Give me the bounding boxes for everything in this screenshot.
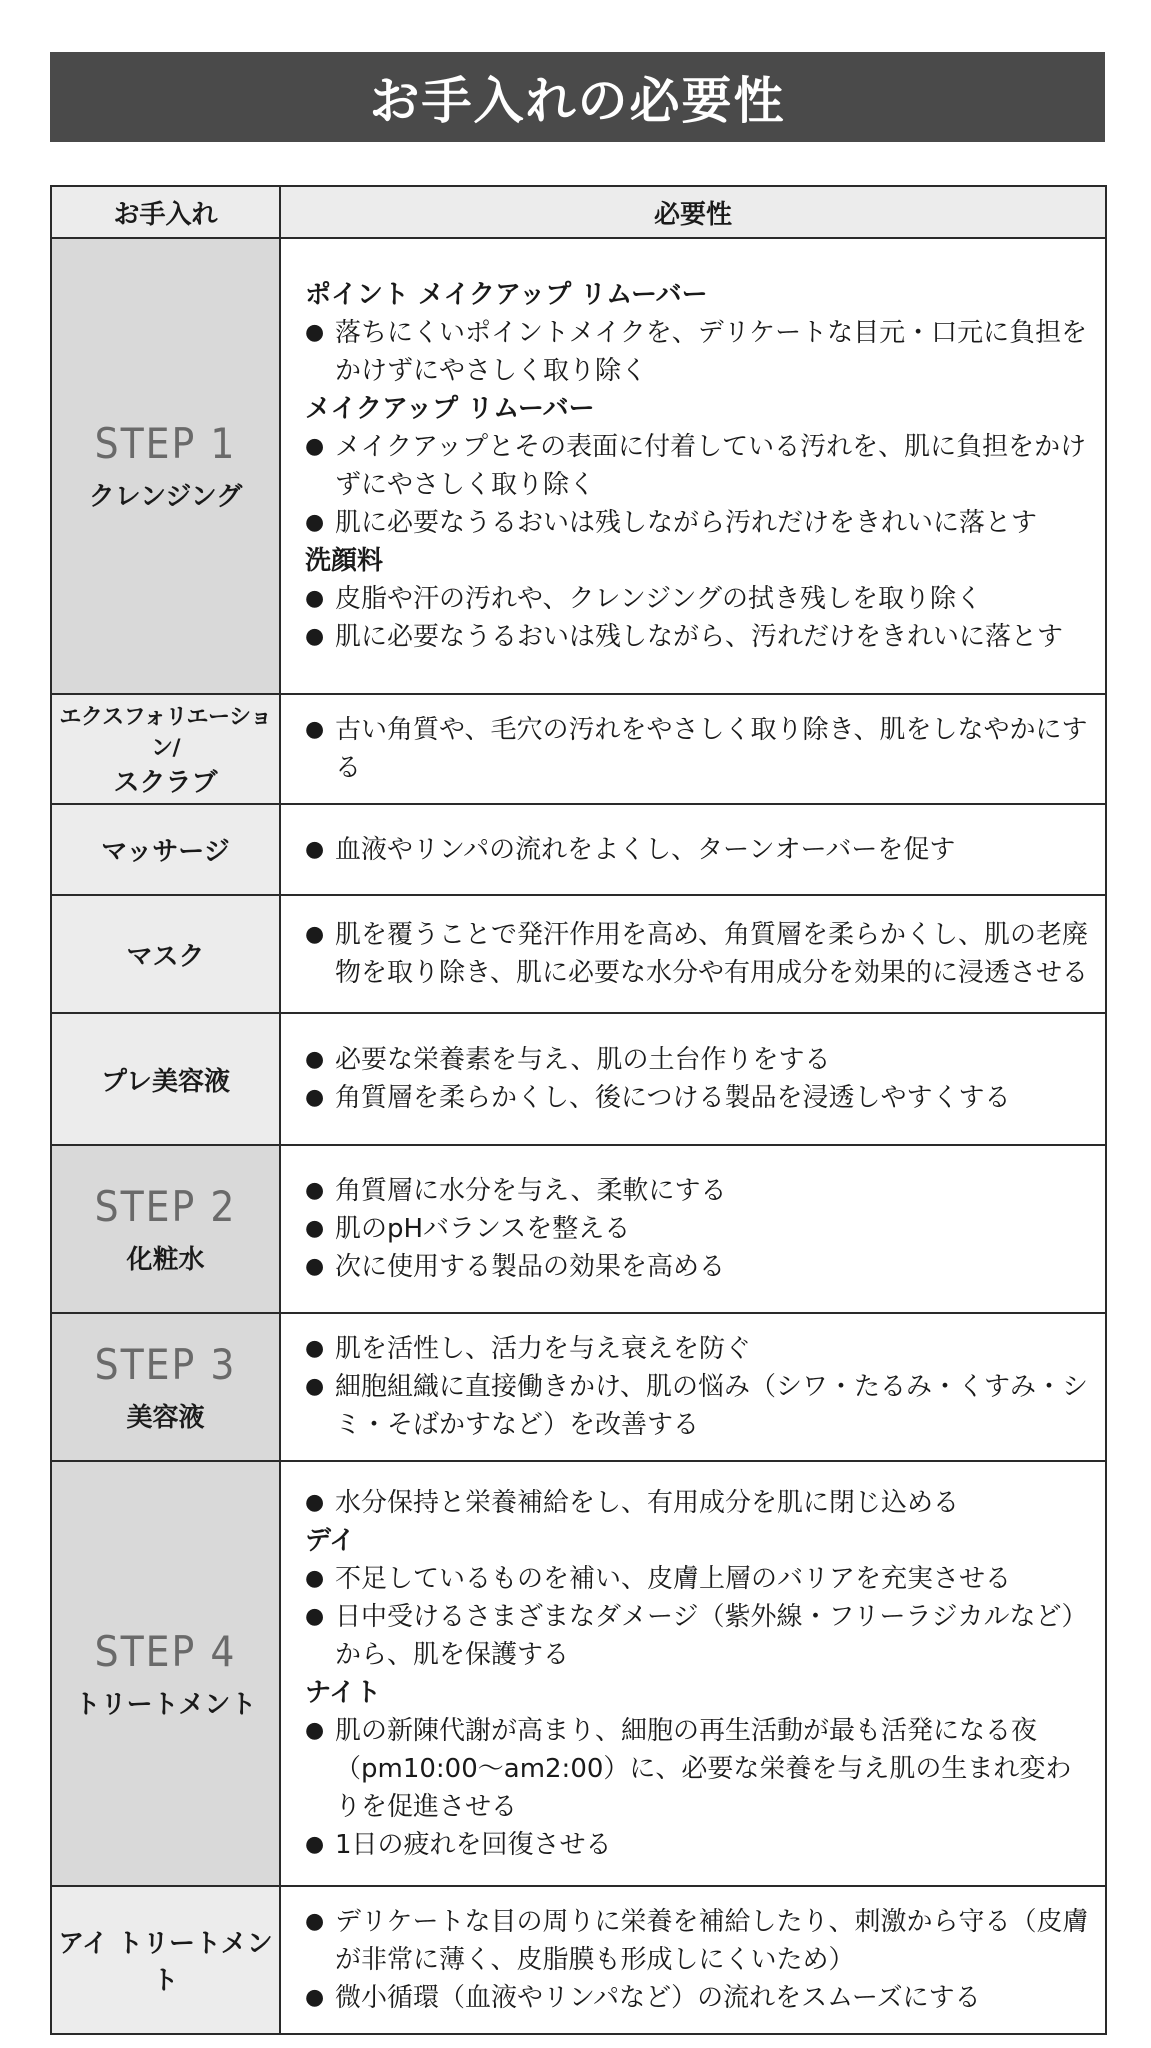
bullet-icon: ● xyxy=(305,1831,325,1857)
row-label-mask: マスク xyxy=(51,895,280,1013)
step-number: STEP 1 xyxy=(94,419,237,468)
page-title: お手入れの必要性 xyxy=(50,52,1105,142)
bullet-icon: ● xyxy=(305,1254,325,1279)
bullet-icon: ● xyxy=(305,434,325,459)
row-content-exfoliation xyxy=(280,694,1106,804)
step-name-line2: スクラブ xyxy=(113,767,218,798)
row-content-eye xyxy=(280,1886,1106,2034)
bullet-icon: ● xyxy=(305,1489,325,1515)
list-item: ● 次に使用する製品の効果を高める xyxy=(305,1248,1091,1286)
header-necessity: 必要性 xyxy=(280,186,1106,238)
list-item: ● 皮脂や汗の汚れや、クレンジングの拭き残しを取り除く xyxy=(305,580,1091,618)
bullet-icon: ● xyxy=(305,320,325,345)
bullet-icon: ● xyxy=(305,922,325,947)
list-item: ● デリケートな目の周りに栄養を補給したり、刺激から守る（皮膚が非常に薄く、皮脂膜も形成しにくいため） xyxy=(305,1903,1091,1979)
row-label-step2 xyxy=(51,1145,280,1313)
row-label-step3 xyxy=(51,1313,280,1461)
row-content-step4 xyxy=(280,1461,1106,1886)
table-row xyxy=(51,895,1106,1013)
list-item: ● 1日の疲れを回復させる xyxy=(305,1826,1091,1864)
list-item: ● 血液やリンパの流れをよくし、ターンオーバーを促す xyxy=(305,831,1091,869)
bullet-icon: ● xyxy=(305,1717,325,1743)
list-item: ● メイクアップとその表面に付着している汚れを、肌に負担をかけずにやさしく取り除く xyxy=(305,428,1091,504)
bullet-icon: ● xyxy=(305,586,325,611)
subheading: メイクアップ リムーバー xyxy=(305,394,595,424)
bullet-icon: ● xyxy=(305,624,325,649)
list-item: ● 不足しているものを補い、皮膚上層のバリアを充実させる xyxy=(305,1560,1091,1598)
row-label-preserum: プレ美容液 xyxy=(51,1013,280,1145)
list-item: ● 角質層を柔らかくし、後につける製品を浸透しやすくする xyxy=(305,1079,1091,1117)
list-item: ● 必要な栄養素を与え、肌の土台作りをする xyxy=(305,1041,1091,1079)
list-item: ● 古い角質や、毛穴の汚れをやさしく取り除き、肌をしなやかにする xyxy=(305,711,1091,787)
step-name: トリートメント xyxy=(74,1689,257,1720)
bullet-icon: ● xyxy=(305,510,325,535)
bullet-icon: ● xyxy=(305,1603,325,1629)
bullet-icon: ● xyxy=(305,1085,325,1110)
step-name: クレンジング xyxy=(88,482,243,512)
step-name: エクスフォリエーション/ xyxy=(59,704,272,761)
table-row xyxy=(51,238,1106,694)
row-content-step3 xyxy=(280,1313,1106,1461)
list-item: ● 日中受けるさまざまなダメージ（紫外線・フリーラジカルなど）から、肌を保護する xyxy=(305,1598,1091,1674)
subheading: 洗顔料 xyxy=(305,546,384,576)
table-row xyxy=(51,1461,1106,1886)
header-care: お手入れ xyxy=(51,186,280,238)
subheading: ナイト xyxy=(305,1677,382,1708)
table-row xyxy=(51,1313,1106,1461)
table-row xyxy=(51,1145,1106,1313)
row-label-eye: アイ トリートメント xyxy=(51,1886,280,2034)
list-item: ● 細胞組織に直接働きかけ、肌の悩み（シワ・たるみ・くすみ・シミ・そばかすなど）を改善する xyxy=(305,1368,1091,1444)
row-content-step1 xyxy=(280,238,1106,694)
bullet-icon: ● xyxy=(305,1216,325,1241)
bullet-icon: ● xyxy=(305,1374,325,1399)
list-item: ● 肌のpHバランスを整える xyxy=(305,1210,1091,1248)
bullet-icon: ● xyxy=(305,1565,325,1591)
list-item: ● 肌に必要なうるおいは残しながら汚れだけをきれいに落とす xyxy=(305,504,1091,542)
bullet-icon: ● xyxy=(305,1985,325,2010)
bullet-icon: ● xyxy=(305,717,325,742)
row-content-mask xyxy=(280,895,1106,1013)
table-row xyxy=(51,804,1106,895)
list-item: ● 肌に必要なうるおいは残しながら、汚れだけをきれいに落とす xyxy=(305,618,1091,656)
subheading: デイ xyxy=(305,1525,356,1556)
list-item: ● 水分保持と栄養補給をし、有用成分を肌に閉じ込める xyxy=(305,1484,1091,1522)
list-item: ● 肌を覆うことで発汗作用を高め、角質層を柔らかくし、肌の老廃物を取り除き、肌に必要な水分や有用成分を効果的に浸透させる xyxy=(305,916,1091,992)
step-number: STEP 4 xyxy=(94,1626,237,1676)
step-number: STEP 3 xyxy=(94,1340,237,1389)
subheading: ポイント メイクアップ リムーバー xyxy=(305,280,708,310)
row-label-step4 xyxy=(51,1461,280,1886)
row-label-exfoliation xyxy=(51,694,280,804)
step-name: 化粧水 xyxy=(126,1245,205,1275)
bullet-icon: ● xyxy=(305,1909,325,1934)
row-content-step2 xyxy=(280,1145,1106,1313)
list-item: ● 角質層に水分を与え、柔軟にする xyxy=(305,1172,1091,1210)
table-row xyxy=(51,1013,1106,1145)
row-label-massage: マッサージ xyxy=(51,804,280,895)
list-item: ● 微小循環（血液やリンパなど）の流れをスムーズにする xyxy=(305,1979,1091,2017)
list-item: ● 落ちにくいポイントメイクを、デリケートな目元・口元に負担をかけずにやさしく取り除く xyxy=(305,314,1091,390)
bullet-icon: ● xyxy=(305,836,325,862)
table-row xyxy=(51,694,1106,804)
bullet-icon: ● xyxy=(305,1178,325,1203)
bullet-icon: ● xyxy=(305,1336,325,1361)
list-item: ● 肌の新陳代謝が高まり、細胞の再生活動が最も活発になる夜（pm10:00〜am2:00）に、必要な栄養を与え肌の生まれ変わりを促進させる xyxy=(305,1712,1091,1826)
table-header-row xyxy=(51,186,1106,238)
row-label-step1 xyxy=(51,238,280,694)
step-number: STEP 2 xyxy=(94,1182,237,1231)
row-content-massage xyxy=(280,804,1106,895)
bullet-icon: ● xyxy=(305,1047,325,1072)
row-content-preserum xyxy=(280,1013,1106,1145)
table-row xyxy=(51,1886,1106,2034)
care-table xyxy=(50,185,1107,2035)
list-item: ● 肌を活性し、活力を与え衰えを防ぐ xyxy=(305,1330,1091,1368)
step-name: 美容液 xyxy=(126,1403,205,1433)
